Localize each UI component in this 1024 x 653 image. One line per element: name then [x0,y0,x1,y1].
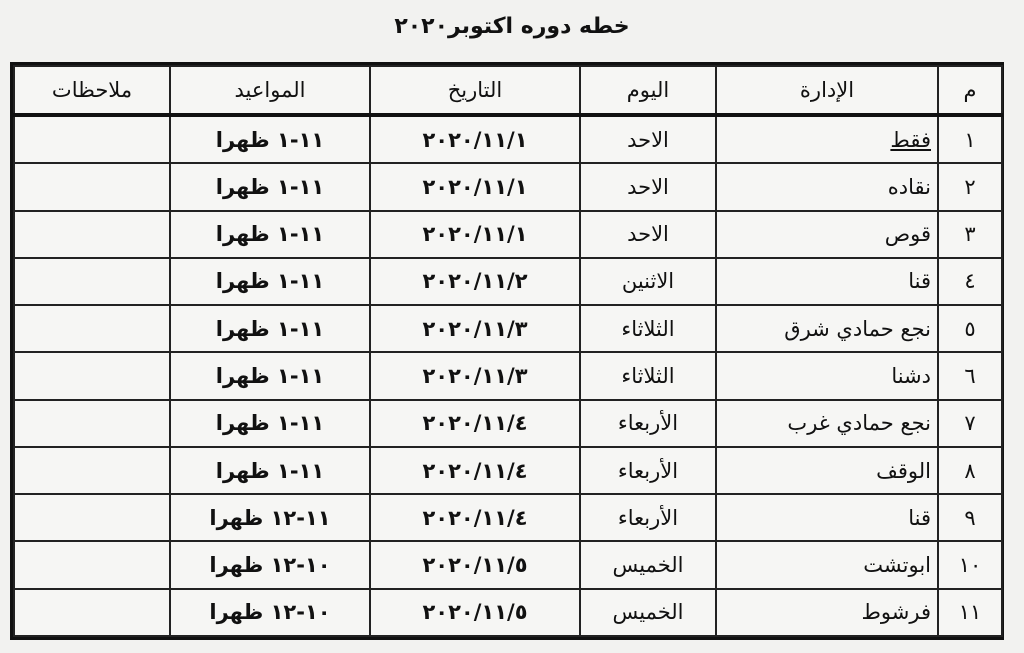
row-notes [14,305,170,352]
row-date: ٢٠٢٠/١١/٥ [370,541,580,588]
row-notes [14,541,170,588]
row-day: الأربعاء [580,400,716,447]
row-time: ١١-١ ظهرا [170,163,370,210]
row-admin: دشنا [716,352,938,399]
row-number: ٢ [938,163,1002,210]
row-day: الثلاثاء [580,305,716,352]
row-time: ١١-١ ظهرا [170,400,370,447]
row-day: الخميس [580,589,716,636]
row-number: ٦ [938,352,1002,399]
row-day: الأربعاء [580,494,716,541]
table-body [14,115,1002,636]
page-title: خطه دوره اكتوبر٢٠٢٠ [394,14,630,39]
row-admin: ابوتشت [716,541,938,588]
row-date: ٢٠٢٠/١١/٥ [370,589,580,636]
table-row [14,115,1002,163]
row-day: الاثنين [580,258,716,305]
row-day: الثلاثاء [580,352,716,399]
row-number: ١ [938,115,1002,163]
row-day: الاحد [580,211,716,258]
row-admin: فرشوط [716,589,938,636]
table-row [14,211,1002,258]
row-date: ٢٠٢٠/١١/١ [370,211,580,258]
table-row [14,494,1002,541]
row-admin: نقاده [716,163,938,210]
table-row [14,400,1002,447]
row-admin: قنا [716,258,938,305]
row-notes [14,494,170,541]
row-number: ٧ [938,400,1002,447]
row-time: ١١-١ ظهرا [170,258,370,305]
row-number: ١٠ [938,541,1002,588]
row-date: ٢٠٢٠/١١/١ [370,115,580,163]
row-number: ٤ [938,258,1002,305]
table-header-row [14,66,1002,115]
header-time: المواعيد [170,66,370,115]
table-row [14,447,1002,494]
row-number: ٥ [938,305,1002,352]
row-day: الاحد [580,115,716,163]
row-time: ١١-١ ظهرا [170,211,370,258]
row-date: ٢٠٢٠/١١/٤ [370,447,580,494]
row-notes [14,447,170,494]
header-notes: ملاحظات [14,66,170,115]
row-date: ٢٠٢٠/١١/٢ [370,258,580,305]
row-time: ١٠-١٢ ظهرا [170,589,370,636]
row-number: ١١ [938,589,1002,636]
header-day: اليوم [580,66,716,115]
row-notes [14,258,170,305]
row-admin: نجع حمادي شرق [716,305,938,352]
row-admin: قوص [716,211,938,258]
row-date: ٢٠٢٠/١١/٣ [370,305,580,352]
row-day: الاحد [580,163,716,210]
row-time: ١١-١ ظهرا [170,352,370,399]
row-notes [14,211,170,258]
header-date: التاريخ [370,66,580,115]
row-date: ٢٠٢٠/١١/٤ [370,494,580,541]
row-admin: نجع حمادي غرب [716,400,938,447]
row-admin: الوقف [716,447,938,494]
row-number: ٨ [938,447,1002,494]
schedule-table-frame [10,62,1004,640]
schedule-table [13,65,1003,637]
row-date: ٢٠٢٠/١١/٣ [370,352,580,399]
row-notes [14,589,170,636]
header-admin: الإدارة [716,66,938,115]
row-time: ١١-١٢ ظهرا [170,494,370,541]
row-notes [14,163,170,210]
row-number: ٣ [938,211,1002,258]
row-date: ٢٠٢٠/١١/١ [370,163,580,210]
row-date: ٢٠٢٠/١١/٤ [370,400,580,447]
table-row [14,305,1002,352]
row-time: ١١-١ ظهرا [170,305,370,352]
table-row [14,589,1002,636]
header-num: م [938,66,1002,115]
row-notes [14,400,170,447]
row-time: ١٠-١٢ ظهرا [170,541,370,588]
table-row [14,352,1002,399]
row-day: الخميس [580,541,716,588]
table-row [14,163,1002,210]
row-number: ٩ [938,494,1002,541]
row-day: الأربعاء [580,447,716,494]
table-row [14,258,1002,305]
row-admin: قنا [716,494,938,541]
table-row [14,541,1002,588]
row-time: ١١-١ ظهرا [170,115,370,163]
row-time: ١١-١ ظهرا [170,447,370,494]
row-admin: فقط [716,115,938,163]
row-notes [14,352,170,399]
row-notes [14,115,170,163]
